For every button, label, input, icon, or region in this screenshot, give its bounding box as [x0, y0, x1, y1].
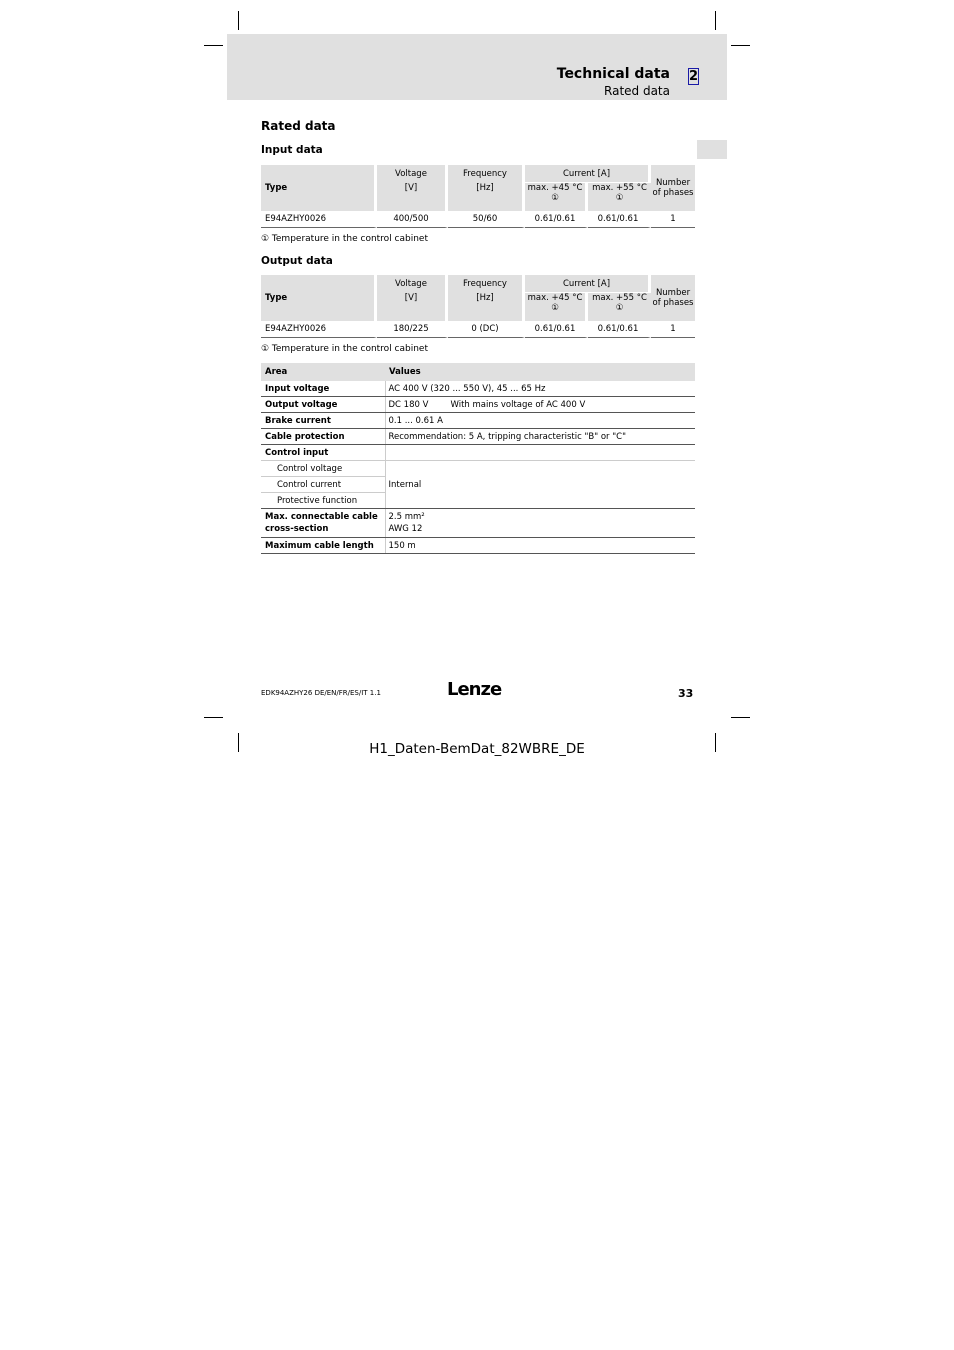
row-label: Maximum cable length — [261, 538, 385, 554]
col-current-45-label: max. +45 °C — [527, 183, 583, 193]
col-current-45 — [525, 183, 588, 211]
row-sublabel: Protective function — [261, 493, 385, 509]
col-type: Type — [261, 165, 377, 211]
spec-table — [261, 363, 695, 554]
table-row — [261, 381, 695, 397]
lenze-logo: Lenze — [447, 679, 502, 700]
row-value-part: DC 180 V — [388, 399, 429, 410]
footnote-mark: ① — [551, 303, 559, 313]
output-footnote: ① Temperature in the control cabinet — [261, 344, 429, 354]
cell-current-45: 0.61/0.61 — [525, 211, 588, 228]
cell-type: E94AZHY0026 — [261, 211, 377, 228]
footnote-mark: ① — [551, 193, 559, 203]
row-value — [385, 397, 695, 413]
table-row — [261, 445, 695, 461]
row-label: Cable protection — [261, 429, 385, 445]
table-row — [261, 321, 695, 338]
col-area: Area — [261, 363, 385, 381]
row-label: Output voltage — [261, 397, 385, 413]
col-current: Current [A] — [525, 165, 651, 183]
side-tab — [697, 140, 727, 159]
table-row — [261, 397, 695, 413]
row-label-line: Max. connectable cable — [265, 512, 378, 522]
col-type: Type — [261, 275, 377, 321]
row-value: Recommendation: 5 A, tripping characteristic "B" or "C" — [385, 429, 695, 445]
table-row — [261, 538, 695, 554]
row-value: 0.1 ... 0.61 A — [385, 413, 695, 429]
row-value-part: With mains voltage of AC 400 V — [450, 399, 586, 410]
cell-current-55: 0.61/0.61 — [588, 211, 651, 228]
crop-mark — [715, 11, 716, 30]
chapter-number[interactable]: 2 — [689, 69, 699, 84]
row-label — [261, 509, 385, 538]
row-value-line: 2.5 mm² — [388, 512, 425, 522]
header-title: Technical data — [556, 66, 670, 82]
table-row — [261, 429, 695, 445]
row-sublabel: Control current — [261, 477, 385, 493]
col-phases — [651, 165, 695, 211]
col-phases-label: Number of phases — [652, 288, 694, 308]
crop-mark — [238, 11, 239, 30]
col-voltage: Voltage — [377, 275, 448, 293]
crop-mark — [731, 717, 750, 718]
input-data-table — [261, 165, 695, 228]
row-sublabel: Control voltage — [261, 461, 385, 477]
header-subtitle: Rated data — [604, 84, 670, 98]
col-frequency: Frequency — [448, 165, 525, 183]
col-frequency-unit: [Hz] — [448, 183, 525, 211]
cell-current-45: 0.61/0.61 — [525, 321, 588, 338]
col-voltage-unit: [V] — [377, 293, 448, 321]
row-label: Input voltage — [261, 381, 385, 397]
col-phases-label: Number of phases — [652, 178, 694, 198]
col-current-45 — [525, 293, 588, 321]
cell-current-55: 0.61/0.61 — [588, 321, 651, 338]
col-phases — [651, 275, 695, 321]
crop-mark — [204, 717, 223, 718]
col-current-55 — [588, 293, 651, 321]
footnote-mark: ① — [615, 303, 624, 313]
input-data-title: Input data — [261, 144, 323, 156]
col-voltage-unit: [V] — [377, 183, 448, 211]
cell-voltage: 180/225 — [377, 321, 448, 338]
table-row — [261, 413, 695, 429]
page-header — [227, 34, 727, 100]
col-current-55-label: max. +55 °C — [592, 293, 647, 303]
cell-frequency: 50/60 — [448, 211, 525, 228]
row-label: Control input — [261, 445, 385, 461]
output-data-title: Output data — [261, 255, 333, 267]
row-label-line: cross-section — [265, 524, 329, 534]
col-current: Current [A] — [525, 275, 651, 293]
col-current-55 — [588, 183, 651, 211]
row-value: 150 m — [385, 538, 695, 554]
col-voltage: Voltage — [377, 165, 448, 183]
cell-type: E94AZHY0026 — [261, 321, 377, 338]
output-data-table — [261, 275, 695, 338]
footnote-mark: ① — [615, 193, 624, 203]
doc-id: EDK94AZHY26 DE/EN/FR/ES/IT 1.1 — [261, 689, 381, 697]
row-value — [385, 509, 695, 538]
col-frequency-unit: [Hz] — [448, 293, 525, 321]
cell-voltage: 400/500 — [377, 211, 448, 228]
cell-frequency: 0 (DC) — [448, 321, 525, 338]
col-current-55-label: max. +55 °C — [592, 183, 647, 193]
section-title: Rated data — [261, 119, 336, 133]
crop-mark — [731, 45, 750, 46]
col-current-45-label: max. +45 °C — [527, 293, 583, 303]
col-frequency: Frequency — [448, 275, 525, 293]
input-footnote: ① Temperature in the control cabinet — [261, 234, 429, 244]
crop-mark — [204, 45, 223, 46]
table-row — [261, 461, 695, 477]
row-value — [385, 445, 695, 461]
table-row — [261, 509, 695, 538]
cell-phases: 1 — [651, 321, 695, 338]
col-values: Values — [385, 363, 695, 381]
file-name: H1_Daten-BemDat_82WBRE_DE — [369, 741, 585, 757]
row-value: AC 400 V (320 ... 550 V), 45 ... 65 Hz — [385, 381, 695, 397]
row-label: Brake current — [261, 413, 385, 429]
page-number: 33 — [678, 687, 694, 700]
cell-phases: 1 — [651, 211, 695, 228]
row-value-line: AWG 12 — [388, 524, 423, 534]
table-row — [261, 211, 695, 228]
row-value: Internal — [385, 461, 695, 509]
